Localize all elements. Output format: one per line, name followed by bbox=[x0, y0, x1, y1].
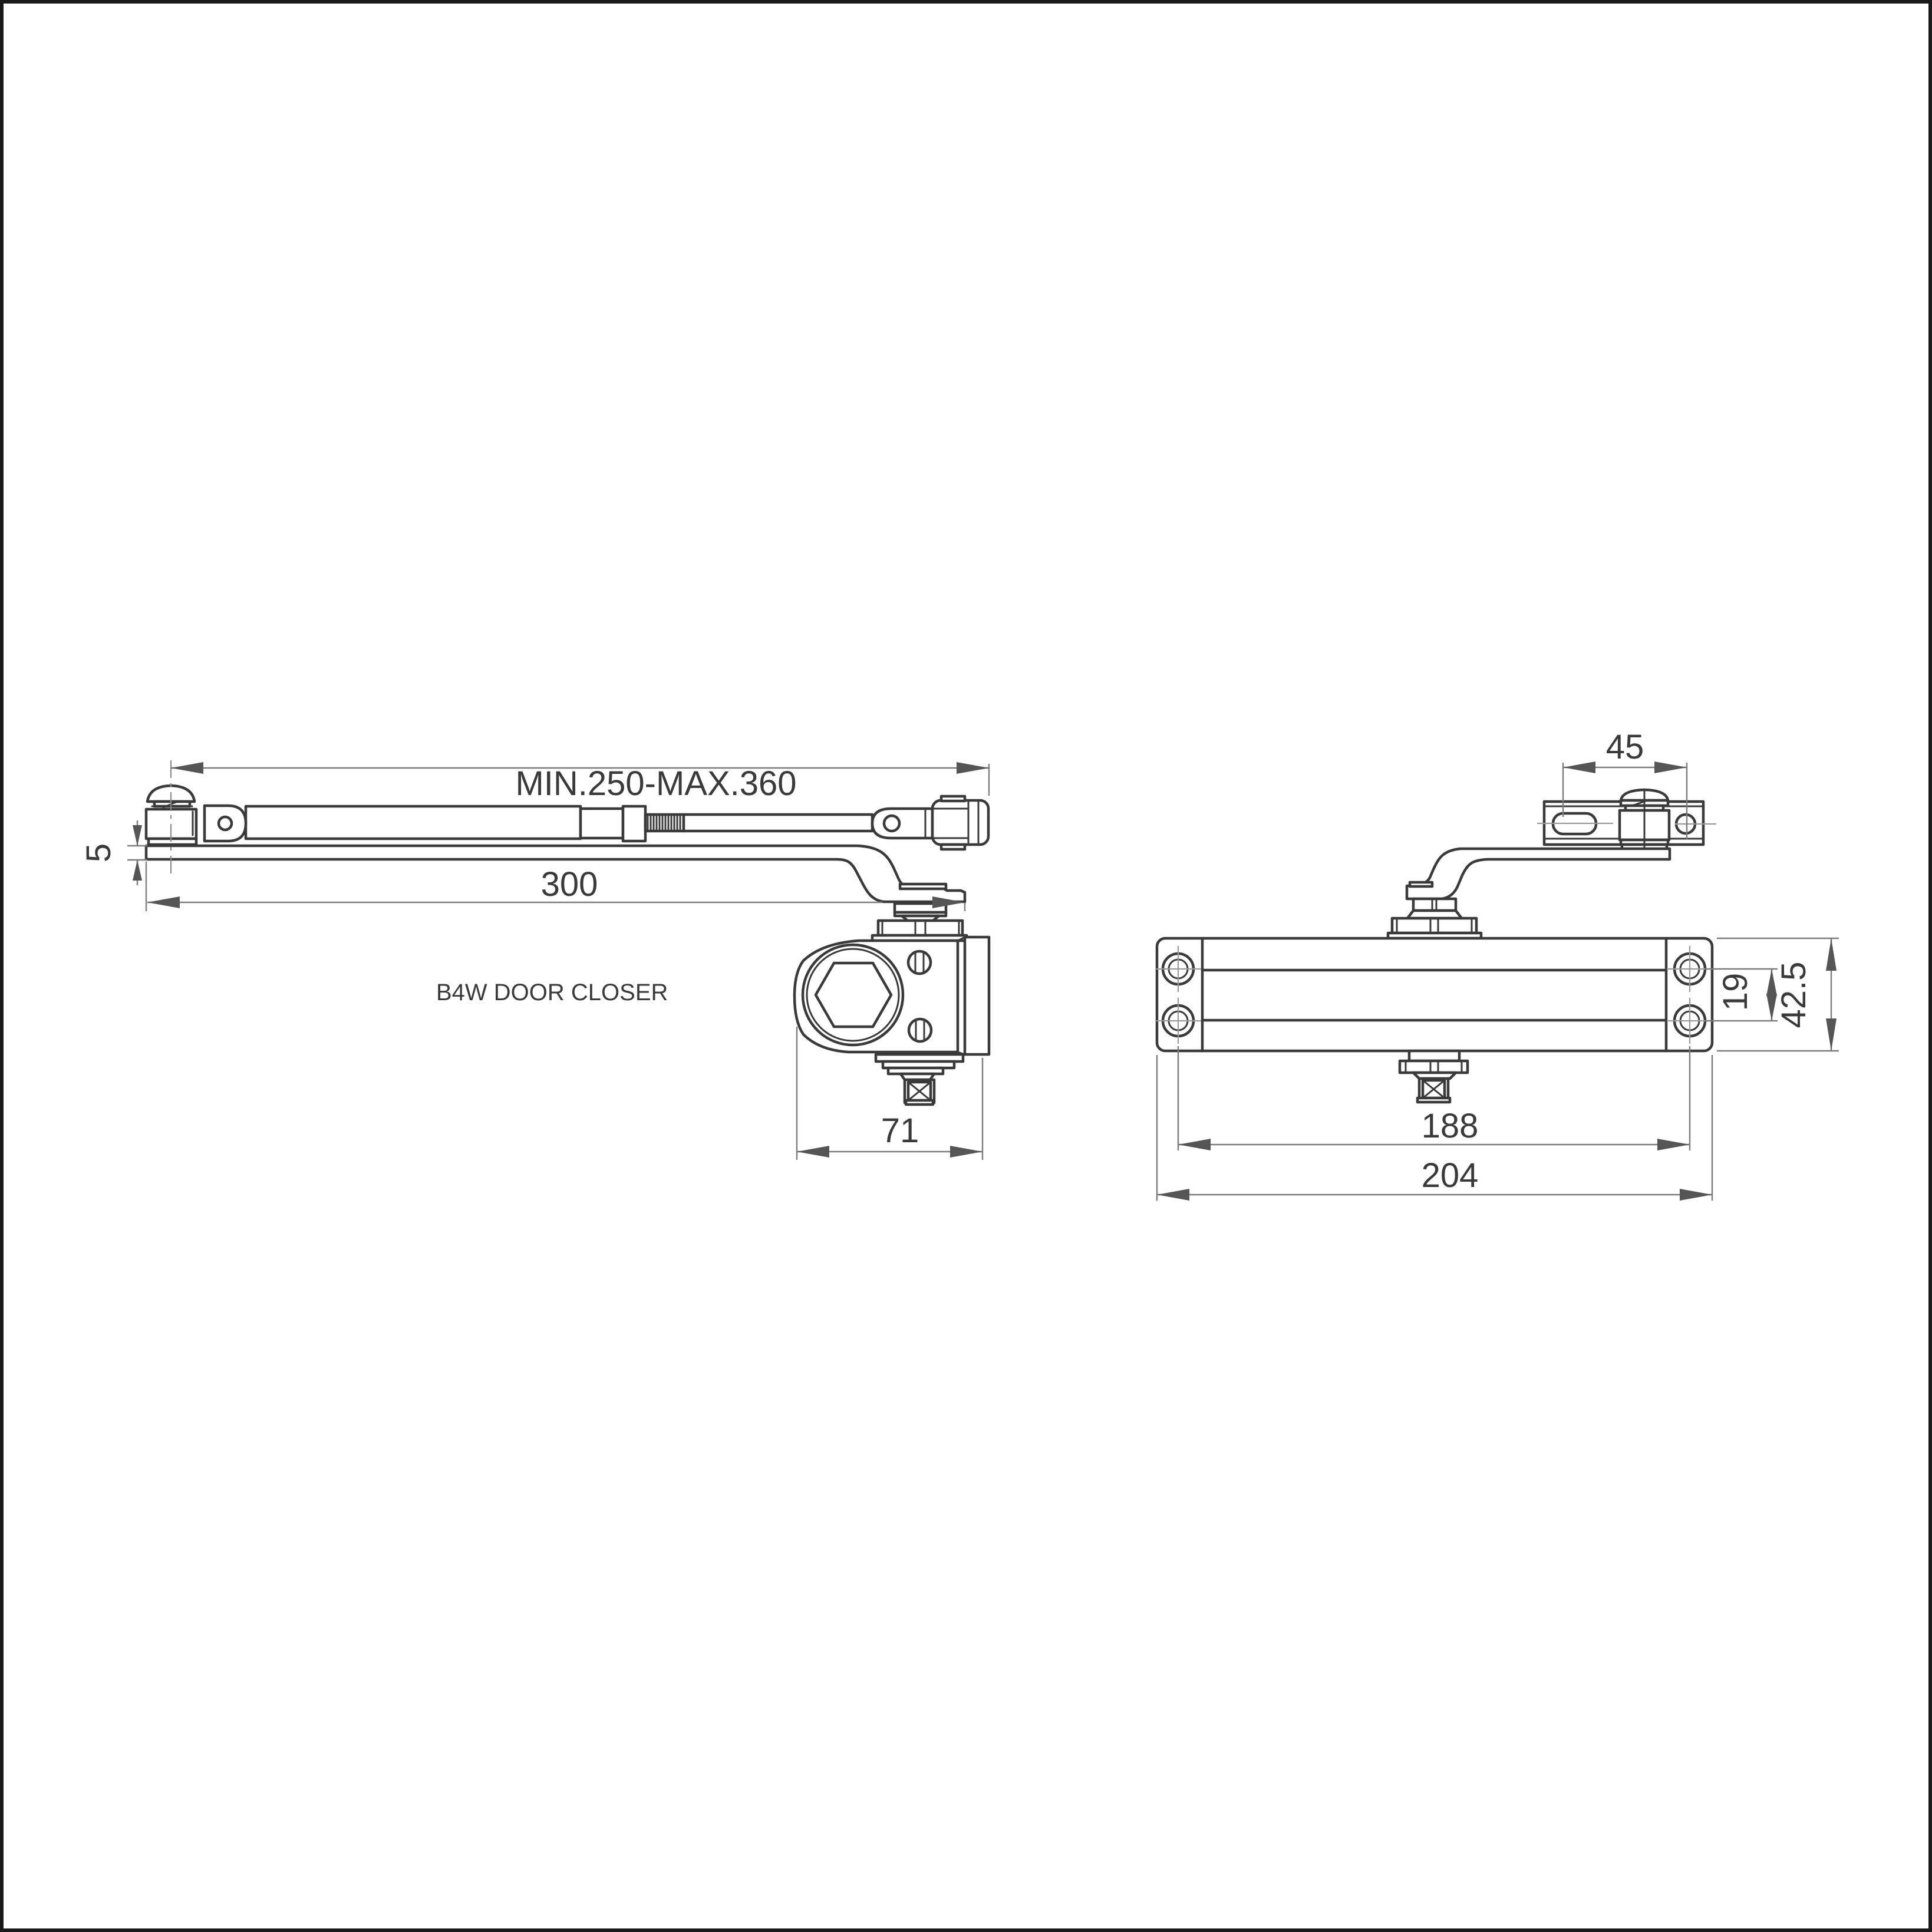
elbow-bottom-tab bbox=[941, 845, 965, 849]
bent-arm bbox=[1407, 849, 1670, 899]
spindle-lip-front bbox=[1417, 1098, 1450, 1102]
elbow-top-tab bbox=[941, 796, 965, 801]
bottom-step-front bbox=[1409, 1051, 1459, 1061]
dim-label-hole-rows: 19 bbox=[1716, 972, 1755, 1011]
left-view-spindle-stack bbox=[872, 904, 967, 941]
dim-label-arm-length: 300 bbox=[540, 865, 598, 904]
arm-end-step bbox=[1410, 882, 1432, 886]
closer-body-front-view bbox=[1155, 938, 1713, 1102]
dim-label-arm-span: MIN.250-MAX.360 bbox=[515, 764, 797, 803]
body-back-plate bbox=[965, 937, 989, 1054]
door-bracket bbox=[1537, 790, 1716, 850]
dim-label-bracket-holes: 45 bbox=[1605, 728, 1644, 766]
arm-adjuster-nut bbox=[623, 806, 645, 841]
dim-arm-length bbox=[146, 862, 965, 911]
dim-hole-rows bbox=[1705, 969, 1778, 1021]
slide-arm-bar bbox=[246, 806, 581, 839]
spindle-lip bbox=[906, 1100, 933, 1105]
dim-label-body-height: 42.5 bbox=[1775, 961, 1813, 1028]
clevis-base-plate bbox=[149, 839, 196, 845]
dim-label-mount-holes: 188 bbox=[1421, 1107, 1479, 1145]
product-label: B4W DOOR CLOSER bbox=[436, 980, 668, 1005]
hex-socket bbox=[816, 963, 891, 1027]
arm-rod bbox=[684, 815, 872, 831]
dim-label-body-length: 204 bbox=[1421, 1156, 1479, 1195]
valve-screw-top bbox=[908, 951, 931, 974]
bent-arm-bar bbox=[1407, 849, 1670, 899]
left-view-top-view bbox=[80, 760, 989, 1160]
arm-landing-strip bbox=[900, 884, 946, 889]
spindle-block bbox=[1413, 899, 1456, 911]
spindle-nut bbox=[878, 921, 962, 935]
valve-screw-bottom bbox=[909, 1019, 931, 1041]
top-spindle-stack bbox=[1388, 899, 1481, 938]
arm-shoe-bracket bbox=[205, 806, 246, 841]
body-front bbox=[1157, 938, 1712, 1051]
spindle-nut-front bbox=[1392, 918, 1476, 933]
right-view-front-view bbox=[1155, 728, 1839, 1201]
dim-label-body-depth: 71 bbox=[881, 1112, 919, 1150]
closer-body-end-view bbox=[794, 937, 989, 1105]
dim-plate-thickness bbox=[80, 820, 147, 885]
rod-clevis bbox=[872, 809, 932, 838]
arm-coupler bbox=[581, 809, 623, 838]
dim-label-plate-thickness: 5 bbox=[80, 843, 118, 863]
bottom-flange-front bbox=[1400, 1061, 1468, 1073]
